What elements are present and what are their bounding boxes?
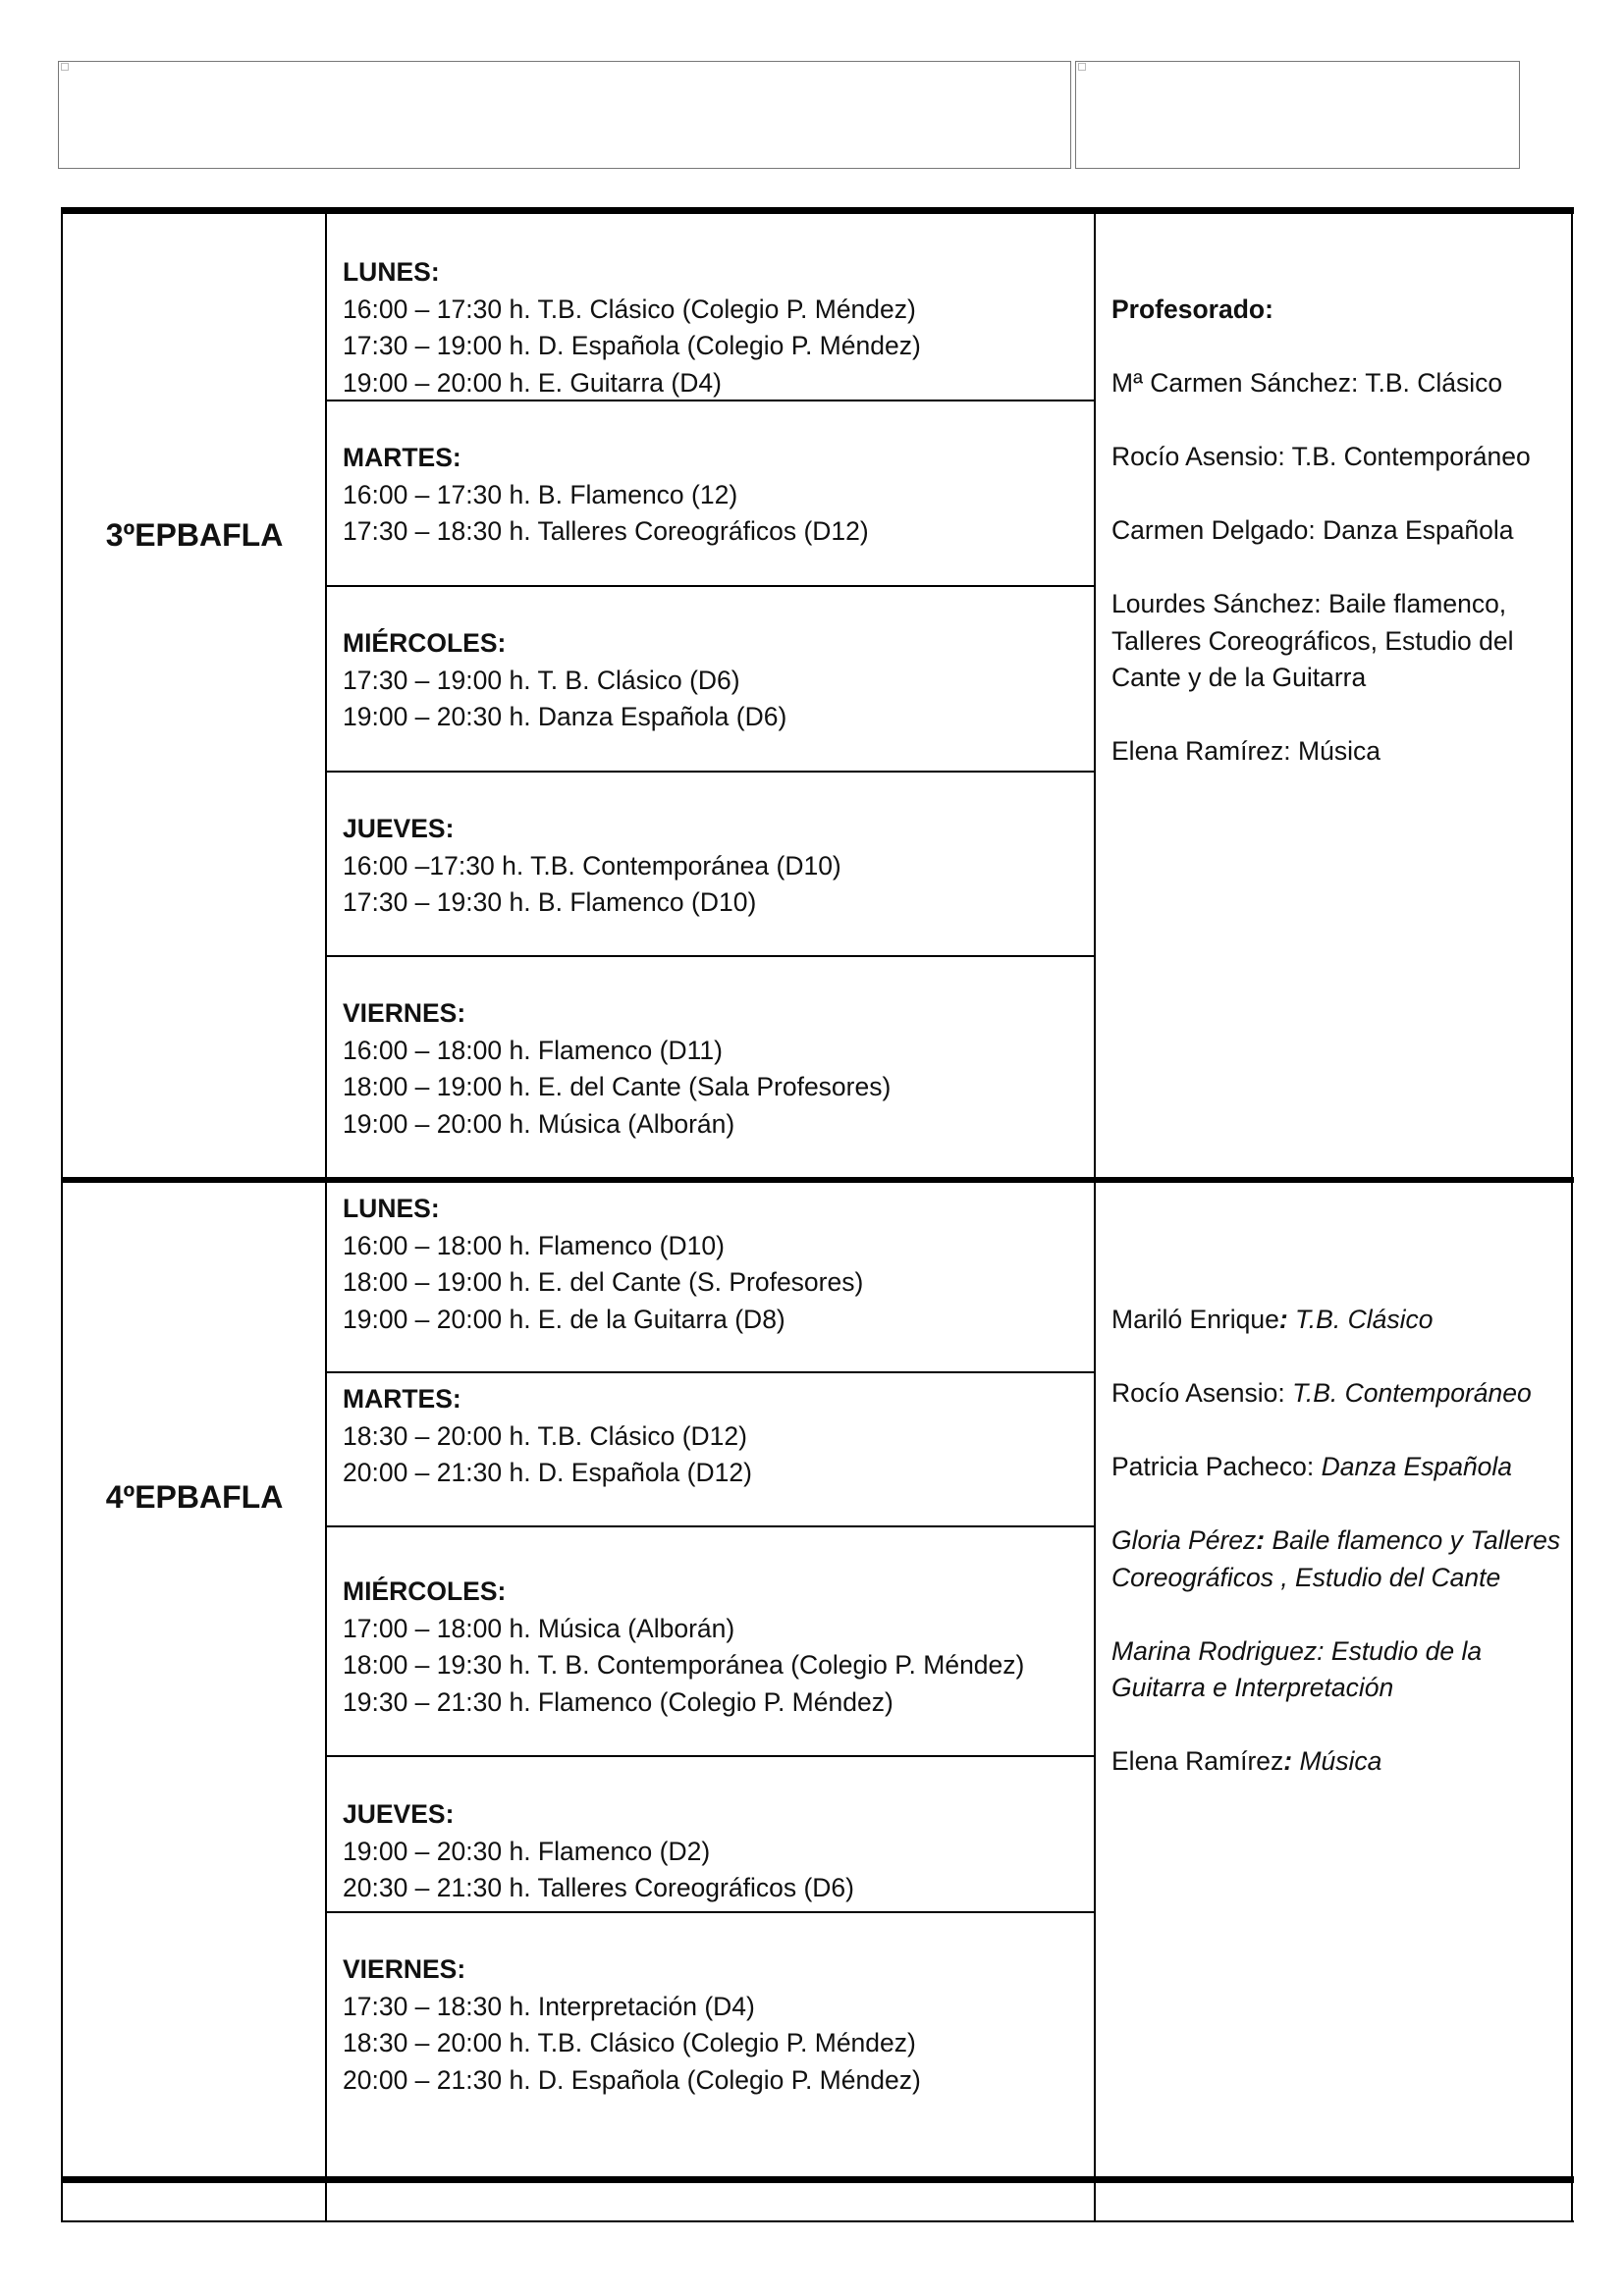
teacher-subject: Música [1290,736,1380,766]
day-miercoles [343,1574,1089,1721]
teacher-subject: Estudio de la Guitarra e Interpretación [1111,1635,1483,1702]
class-line: 17:00 – 18:00 h. Música (Alborán) [343,1613,735,1643]
teacher-subject: T.B. Contemporáneo [1284,1378,1532,1408]
teacher-name: Mariló Enrique [1111,1305,1279,1334]
table-top-border [61,207,1574,214]
class-line: 19:00 – 20:30 h. Flamenco (D2) [343,1836,711,1866]
day-miercoles [343,625,1089,736]
table-last-line [61,2220,1574,2222]
teacher-sep: : [1256,1525,1266,1555]
class-line: 17:30 – 19:30 h. B. Flamenco (D10) [343,887,757,917]
teacher-entry [1111,1375,1573,1413]
teacher-name: Gloria Pérez [1111,1525,1257,1555]
row-sep [325,955,1096,957]
class-line: 19:30 – 21:30 h. Flamenco (Colegio P. Méndez) [343,1686,893,1717]
teacher-entry [1111,1743,1573,1781]
header-box-right [1075,61,1520,169]
row-sep [325,1755,1096,1757]
teacher-name: Rocío Asensio: [1111,442,1285,471]
header-box-left [58,61,1071,169]
class-line: 16:00 – 17:30 h. B. Flamenco (12) [343,479,738,509]
broken-image-icon [61,63,69,71]
row-sep [325,1371,1096,1373]
teacher-subject: Baile flamenco, Talleres Coreográficos, Estudio del Cante y de la Guitarra [1111,589,1514,692]
teacher-entry [1111,439,1573,476]
teacher-subject: Música [1292,1746,1382,1776]
class-line: 19:00 – 20:00 h. E. de la Guitarra (D8) [343,1304,785,1334]
class-line: 18:30 – 20:00 h. T.B. Clásico (Colegio P. Méndez) [343,2028,916,2057]
teacher-subject: Danza Española [1315,515,1514,545]
teacher-sep: : [1278,1305,1288,1334]
class-line: 19:00 – 20:00 h. Música (Alborán) [343,1108,735,1139]
day-name: JUEVES: [343,1799,455,1829]
teachers-list [1111,292,1573,807]
teacher-name: Carmen Delgado: [1111,515,1316,545]
day-lunes [343,254,1089,401]
day-jueves [343,1796,1089,1907]
col-border-2 [1094,207,1096,2222]
teacher-name: Mª Carmen Sánchez: [1111,368,1359,398]
col-border-1 [325,207,327,2222]
day-viernes [343,995,1089,1143]
class-line: 16:00 – 17:30 h. T.B. Clásico (Colegio P. Méndez) [343,294,916,324]
class-line: 20:00 – 21:30 h. D. Española (Colegio P. Méndez) [343,2064,921,2095]
teachers-heading: Profesorado: [1111,294,1273,324]
class-line: 16:00 –17:30 h. T.B. Contemporánea (D10) [343,850,841,881]
table-bottom-border [61,2176,1574,2183]
day-jueves [343,811,1089,922]
day-name: JUEVES: [343,814,455,843]
class-line: 18:00 – 19:00 h. E. del Cante (S. Profesores) [343,1267,864,1297]
row-sep [325,1525,1096,1527]
teacher-name: Marina Rodriguez [1111,1635,1318,1666]
teacher-entry [1111,586,1573,697]
teacher-name: Elena Ramírez: [1111,736,1291,766]
teacher-name: Elena Ramírez [1111,1746,1284,1776]
day-name: VIERNES: [343,998,466,1028]
day-name: MARTES: [343,443,461,472]
class-line: 18:00 – 19:00 h. E. del Cante (Sala Profesores) [343,1072,892,1101]
class-line: 18:30 – 20:00 h. T.B. Clásico (D12) [343,1420,747,1451]
teacher-subject: Danza Española [1314,1452,1513,1481]
table-mid-border [61,1177,1574,1183]
teacher-entry [1111,1633,1573,1707]
class-line: 16:00 – 18:00 h. Flamenco (D11) [343,1035,723,1065]
teacher-sep: : [1317,1635,1325,1666]
class-line: 17:30 – 18:30 h. Interpretación (D4) [343,1991,755,2021]
class-line: 16:00 – 18:00 h. Flamenco (D10) [343,1230,725,1260]
class-line: 18:00 – 19:30 h. T. B. Contemporánea (Colegio P. Méndez) [343,1650,1025,1680]
row-sep [325,585,1096,587]
broken-image-icon [1078,63,1086,71]
class-line: 17:30 – 19:00 h. T. B. Clásico (D6) [343,665,740,695]
class-line: 17:30 – 18:30 h. Talleres Coreográficos (D12) [343,516,869,546]
class-line: 17:30 – 19:00 h. D. Española (Colegio P. Méndez) [343,331,921,360]
class-line: 20:30 – 21:30 h. Talleres Coreográficos (D6) [343,1873,854,1902]
teacher-name: Rocío Asensio: [1111,1378,1285,1408]
teacher-entry [1111,365,1573,402]
teacher-name: Patricia Pacheco: [1111,1452,1315,1481]
teacher-name: Lourdes Sánchez: [1111,589,1322,618]
class-line: 19:00 – 20:00 h. E. Guitarra (D4) [343,367,722,398]
class-line: 20:00 – 21:30 h. D. Española (D12) [343,1458,752,1487]
day-name: MARTES: [343,1384,461,1414]
teacher-entry [1111,1449,1573,1486]
level-label: 3ºEPBAFLA [105,517,284,553]
class-line: 19:00 – 20:30 h. Danza Española (D6) [343,702,787,731]
day-lunes [343,1191,1089,1338]
teacher-entry [1111,1302,1573,1339]
col-border-0 [61,207,63,2222]
teacher-sep: : [1283,1746,1293,1776]
teacher-entry [1111,733,1573,771]
day-name: MIÉRCOLES: [343,628,507,658]
level-label: 4ºEPBAFLA [105,1479,284,1515]
day-name: LUNES: [343,257,440,287]
teacher-subject: Baile flamenco y Talleres Coreográficos , Estudio del Cante [1111,1525,1561,1592]
teacher-subject: T.B. Clásico [1287,1305,1434,1334]
day-name: LUNES: [343,1194,440,1223]
day-viernes [343,1951,1089,2099]
day-name: MIÉRCOLES: [343,1576,507,1606]
teachers-list [1111,1302,1573,1817]
teacher-subject: T.B. Clásico [1358,368,1503,398]
day-martes [343,440,1089,551]
teacher-entry [1111,1522,1573,1596]
teacher-subject: T.B. Contemporáneo [1284,442,1531,471]
teacher-entry [1111,512,1573,550]
row-sep [325,1911,1096,1913]
day-martes [343,1381,1089,1492]
day-name: VIERNES: [343,1954,466,1984]
row-sep [325,771,1096,773]
